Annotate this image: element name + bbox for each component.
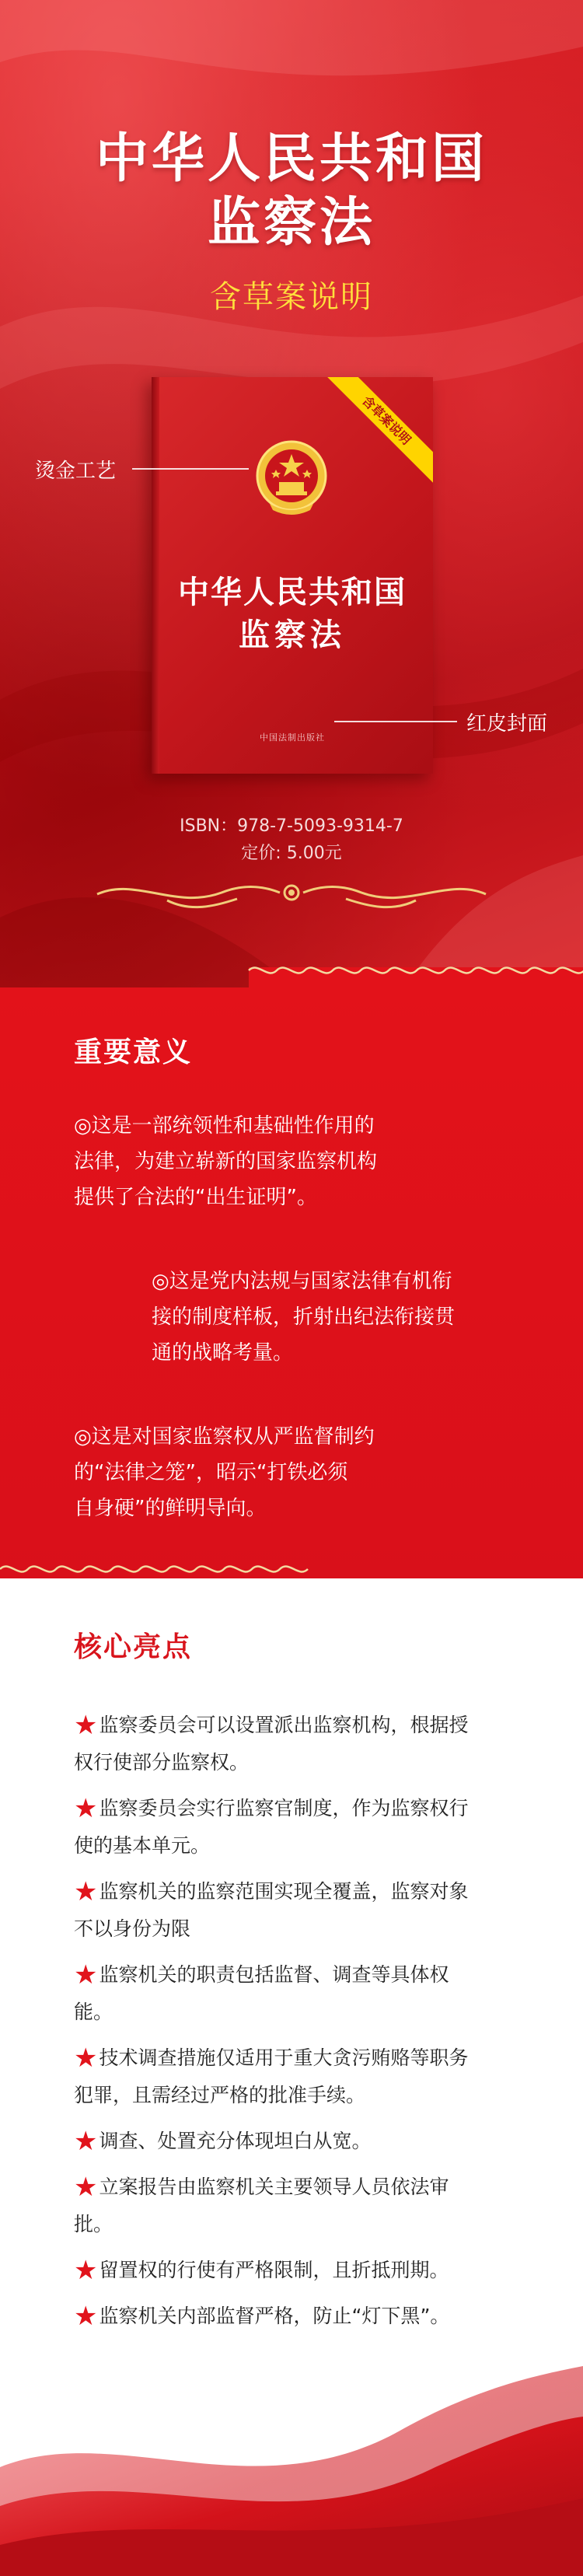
paragraph-line: 提供了合法的“出生证明”。 xyxy=(74,1186,317,1209)
gold-flourish-divider xyxy=(89,869,494,916)
wave-border-decoration xyxy=(0,958,583,987)
highlight-text: 立案报告由监察机关主要领导人员依法审 xyxy=(99,2176,449,2198)
highlight-item-1 xyxy=(74,1707,540,1781)
red-star-icon: ★ xyxy=(74,1876,98,1907)
red-star-icon: ★ xyxy=(74,2255,98,2286)
hero-banner xyxy=(0,0,583,987)
highlight-text: 调查、处置充分体现坦白从宽。 xyxy=(99,2130,372,2152)
book-title-line1: 中华人民共和国 xyxy=(178,574,407,610)
paragraph-line: 自身硬”的鲜明导向。 xyxy=(74,1497,267,1520)
red-silk-footer-decoration xyxy=(0,2312,583,2576)
highlight-item-2 xyxy=(74,1790,540,1865)
wave-border-decoration-bottom xyxy=(0,1558,583,1578)
callout-right-line xyxy=(334,721,457,722)
callout-left-line xyxy=(132,468,249,470)
significance-paragraph-1 xyxy=(74,1108,377,1215)
highlight-item-5 xyxy=(74,2039,540,2114)
highlights-heading: 核心亮点 xyxy=(74,1631,193,1663)
paragraph-line: ◎这是党内法规与国家法律有机衔 xyxy=(152,1270,452,1293)
highlight-text: 使的基本单元。 xyxy=(74,1834,211,1857)
red-star-icon: ★ xyxy=(74,1793,98,1824)
highlight-text: 技术调查措施仅适用于重大贪污贿赂等职务 xyxy=(99,2046,469,2069)
highlight-text: 留置权的行使有严格限制，且折抵刑期。 xyxy=(99,2259,449,2281)
red-star-icon: ★ xyxy=(74,2172,98,2203)
book-corner-ribbon: 含草案说明 xyxy=(323,377,433,484)
significance-paragraph-3 xyxy=(74,1419,375,1526)
isbn-text: ISBN：978-7-5093-9314-7 xyxy=(180,816,403,836)
highlight-text: 犯罪，且需经过严格的批准手续。 xyxy=(74,2084,366,2106)
highlight-item-8 xyxy=(74,2252,540,2289)
red-star-icon: ★ xyxy=(74,1959,98,1991)
highlight-text: 权行使部分监察权。 xyxy=(74,1751,250,1774)
highlight-item-3 xyxy=(74,1873,540,1948)
highlight-text: 监察委员会可以设置派出监察机构，根据授 xyxy=(99,1714,469,1736)
highlight-item-4 xyxy=(74,1956,540,2031)
highlight-item-7 xyxy=(74,2169,540,2243)
hero-title-line1: 中华人民共和国 xyxy=(95,128,487,190)
highlight-text: 监察机关的监察范围实现全覆盖，监察对象 xyxy=(99,1880,469,1903)
highlight-text: 不以身份为限 xyxy=(74,1917,191,1940)
significance-heading: 重要意义 xyxy=(74,1036,193,1068)
paragraph-line: 接的制度样板，折射出纪法衔接贯 xyxy=(152,1305,456,1329)
highlight-item-6 xyxy=(74,2123,540,2160)
hero-subtitle: 含草案说明 xyxy=(210,279,373,315)
highlights-list xyxy=(74,1707,540,2344)
highlight-text: 能。 xyxy=(74,2001,113,2023)
red-star-icon: ★ xyxy=(74,2301,98,2332)
paragraph-line: ◎这是一部统领性和基础性作用的 xyxy=(74,1114,375,1138)
book-cover-image xyxy=(152,377,433,774)
paragraph-line: 通的战略考量。 xyxy=(152,1341,294,1365)
highlights-section xyxy=(0,1578,583,2576)
red-star-icon: ★ xyxy=(74,2126,98,2157)
paragraph-line: ◎这是对国家监察权从严监督制约 xyxy=(74,1425,375,1449)
highlight-text: 监察委员会实行监察官制度，作为监察权行 xyxy=(99,1797,469,1819)
price-text: 定价: 5.00元 xyxy=(241,844,342,863)
red-star-icon: ★ xyxy=(74,2043,98,2074)
significance-section xyxy=(0,987,583,1578)
book-publisher: 中国法制出版社 xyxy=(260,732,325,743)
highlight-text: 监察机关内部监督严格，防止“灯下黑”。 xyxy=(99,2305,450,2327)
highlight-text: 批。 xyxy=(74,2213,113,2235)
national-emblem-icon xyxy=(253,435,330,521)
paragraph-line: 法律，为建立崭新的国家监察机构 xyxy=(74,1150,378,1173)
paragraph-line: 的“法律之笼”，昭示“打铁必须 xyxy=(74,1461,348,1484)
highlight-text: 监察机关的职责包括监督、调查等具体权 xyxy=(99,1963,449,1986)
book-title-line2: 监察法 xyxy=(239,617,346,653)
hero-title-line2: 监察法 xyxy=(207,191,375,253)
callout-red-cover-label: 红皮封面 xyxy=(466,712,548,736)
callout-gold-stamping-label: 烫金工艺 xyxy=(35,460,117,483)
significance-paragraph-2 xyxy=(152,1264,455,1371)
red-star-icon: ★ xyxy=(74,1710,98,1741)
